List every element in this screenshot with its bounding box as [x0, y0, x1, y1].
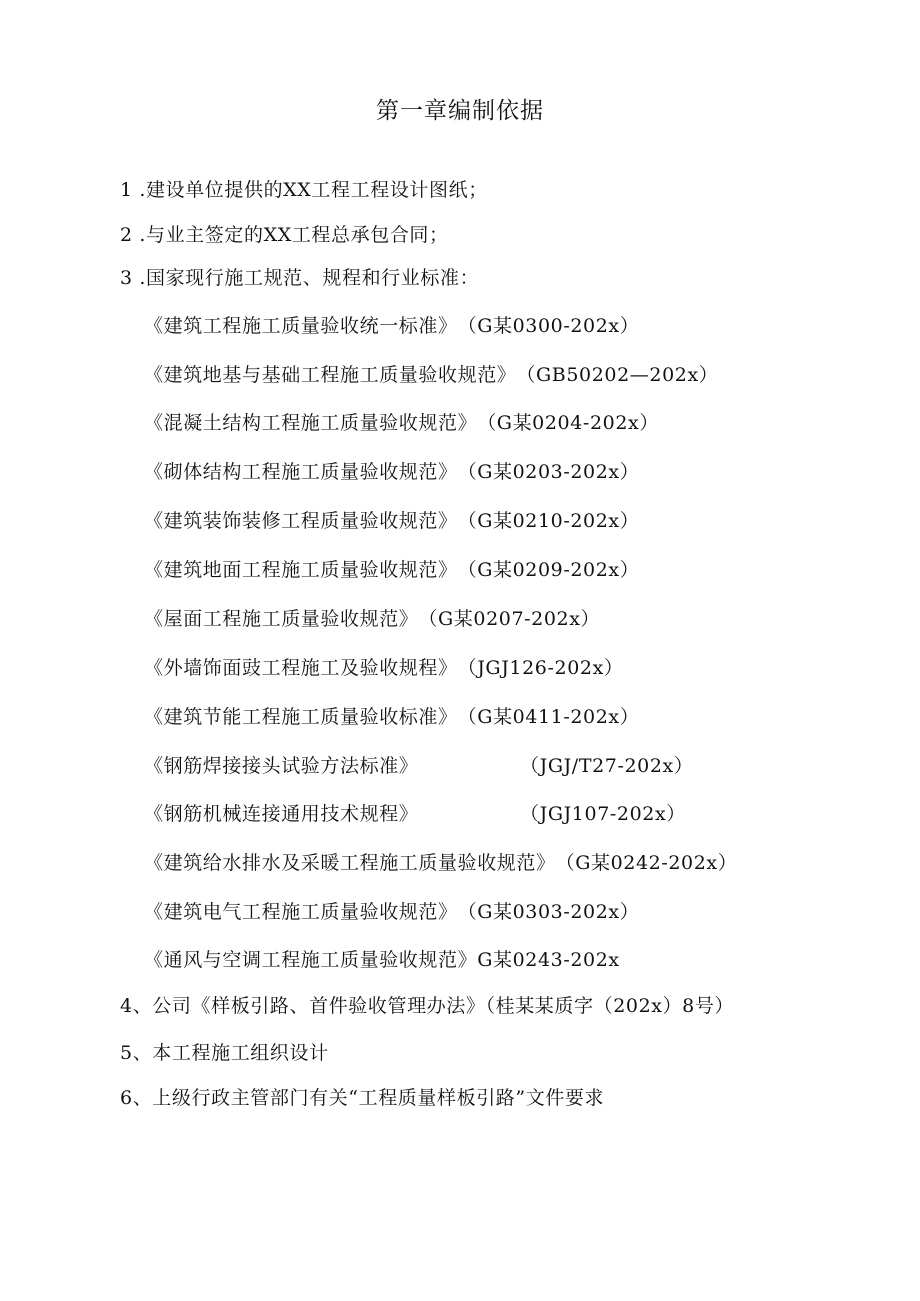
standard-name: 《建筑地面工程施工质量验收规范》: [144, 559, 458, 581]
standard-name: 《钢筋机械连接通用技术规程》: [144, 803, 419, 825]
standard-item: [144, 946, 620, 974]
standard-code: （JGJ107-202x）: [520, 803, 686, 825]
standard-item: [144, 458, 639, 486]
standard-name: 《外墙饰面豉工程施工及验收规程》: [144, 657, 458, 679]
standard-item: [144, 556, 639, 584]
list-item: 5、本工程施工组织设计: [120, 1042, 329, 1064]
standard-code: （G某0242-202x）: [555, 852, 738, 874]
standard-item: [144, 654, 624, 682]
standard-item: [144, 800, 686, 828]
standard-code: （G某0411-202x）: [457, 706, 640, 728]
page-title: 第一章编制依据: [376, 98, 544, 124]
list-item: 3 .国家现行施工规范、规程和行业标准：: [120, 267, 480, 289]
standard-code: （G某0207-202x）: [418, 608, 601, 630]
list-item: 1 .建设单位提供的XX工程工程设计图纸；: [120, 179, 488, 201]
standard-item: [144, 605, 600, 633]
standard-item: [144, 507, 639, 535]
standard-name: 《建筑地基与基础工程施工质量验收规范》: [144, 364, 517, 386]
standard-item: [144, 703, 639, 731]
standard-code: G某0243-202x: [477, 949, 620, 971]
standard-item: [144, 898, 639, 926]
standard-code: （G某0300-202x）: [457, 315, 640, 337]
standard-code: （JGJ/T27-202x）: [520, 755, 694, 777]
standard-name: 《钢筋焊接接头试验方法标准》: [144, 755, 419, 777]
standard-name: 《砌体结构工程施工质量验收规范》: [144, 461, 458, 483]
standard-name: 《建筑装饰装修工程质量验收规范》: [144, 510, 458, 532]
standard-item: [144, 312, 639, 340]
list-item: 4、公司《样板引路、首件验收管理办法》（桂某某质字（202x）8号）: [120, 995, 735, 1017]
standard-name: 《建筑给水排水及采暖工程施工质量验收规范》: [144, 852, 556, 874]
standard-item: [144, 361, 718, 389]
standard-item: [144, 409, 659, 437]
standard-name: 《建筑电气工程施工质量验收规范》: [144, 901, 458, 923]
standard-name: 《屋面工程施工质量验收规范》: [144, 608, 419, 630]
standard-name: 《建筑节能工程施工质量验收标准》: [144, 706, 458, 728]
standard-code: （G某0210-202x）: [457, 510, 640, 532]
standard-name: 《混凝土结构工程施工质量验收规范》: [144, 412, 478, 434]
standard-item: [144, 752, 694, 780]
standard-name: 《通风与空调工程施工质量验收规范》: [144, 949, 478, 971]
standard-code: （G某0203-202x）: [457, 461, 640, 483]
standard-code: （G某0209-202x）: [457, 559, 640, 581]
standard-code: （JGJ126-202x）: [457, 657, 624, 679]
list-item: 2 .与业主签定的XX工程总承包合同；: [120, 224, 449, 246]
standard-name: 《建筑工程施工质量验收统一标准》: [144, 315, 458, 337]
list-item: 6、上级行政主管部门有关“工程质量样板引路”文件要求: [120, 1087, 605, 1109]
standard-item: [144, 849, 737, 877]
standard-code: （GB50202—202x）: [516, 364, 719, 386]
standard-code: （G某0204-202x）: [477, 412, 659, 434]
standard-code: （G某0303-202x）: [457, 901, 640, 923]
